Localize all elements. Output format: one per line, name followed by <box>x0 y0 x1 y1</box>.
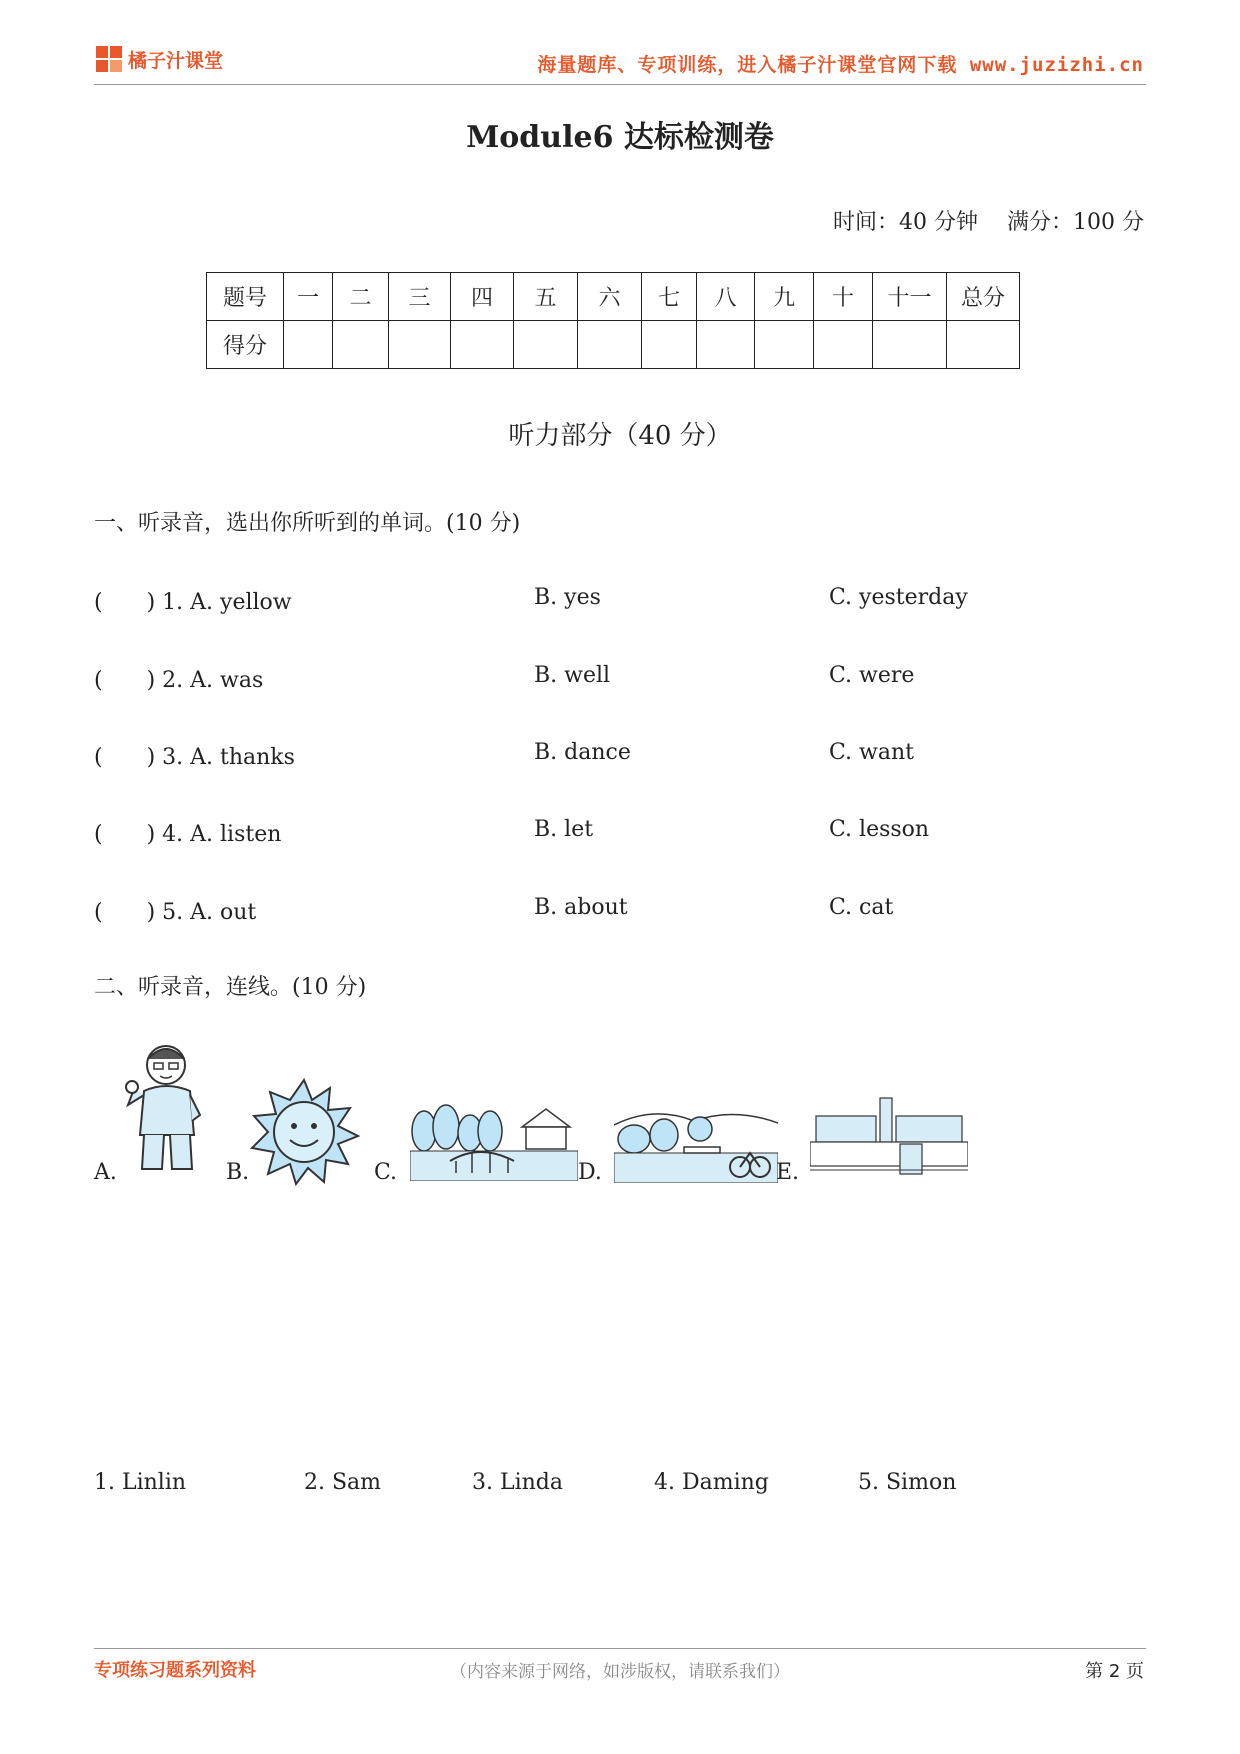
score-cell[interactable] <box>873 321 947 369</box>
score-table <box>206 272 1020 369</box>
table-cell: 五 <box>514 273 578 321</box>
name-item[interactable]: 3. Linda <box>472 1470 563 1495</box>
score-cell[interactable] <box>947 321 1020 369</box>
picture-label: D. <box>578 1160 602 1185</box>
village-bridge-icon <box>410 1103 578 1181</box>
option-a[interactable]: ( ) 4. A. listen <box>94 822 282 847</box>
option-a[interactable]: ( ) 3. A. thanks <box>94 745 295 770</box>
name-item[interactable]: 2. Sam <box>304 1470 382 1495</box>
footer-divider <box>94 1648 1146 1649</box>
question-row <box>94 663 1146 693</box>
table-cell: 八 <box>697 273 755 321</box>
option-c[interactable]: C. cat <box>829 895 894 920</box>
logo-icon <box>96 46 122 72</box>
option-b[interactable]: B. yes <box>534 585 601 610</box>
score-cell[interactable] <box>814 321 873 369</box>
table-cell: 题号 <box>207 273 284 321</box>
question-row <box>94 817 1146 847</box>
question-row <box>94 740 1146 770</box>
score-cell[interactable] <box>284 321 333 369</box>
header-slogan: 海量题库、专项训练，进入橘子汁课堂官网下载 www.juzizhi.cn <box>537 54 1144 76</box>
table-cell: 三 <box>389 273 451 321</box>
table-cell: 六 <box>578 273 642 321</box>
score-cell[interactable] <box>697 321 755 369</box>
option-b[interactable]: B. dance <box>534 740 631 765</box>
brand-name: 橘子汁课堂 <box>128 50 224 72</box>
score-table-score-row <box>207 321 1020 369</box>
picture-label: B. <box>226 1160 250 1185</box>
picture-label: E. <box>776 1160 800 1185</box>
option-c[interactable]: C. want <box>829 740 914 765</box>
picture-label: A. <box>94 1160 117 1185</box>
option-c[interactable]: C. were <box>829 663 915 688</box>
option-c[interactable]: C. yesterday <box>829 585 968 610</box>
score-cell[interactable] <box>333 321 389 369</box>
header-divider <box>94 84 1146 85</box>
score-cell[interactable] <box>389 321 451 369</box>
picture-label: C. <box>374 1160 398 1185</box>
question-row <box>94 895 1146 925</box>
man-icon <box>118 1043 208 1178</box>
option-a[interactable]: ( ) 5. A. out <box>94 900 257 925</box>
score-cell[interactable] <box>578 321 642 369</box>
footer-series: 专项练习题系列资料 <box>94 1660 256 1681</box>
exam-meta: 时间：40 分钟 满分：100 分 <box>833 210 1144 235</box>
name-item[interactable]: 1. Linlin <box>94 1470 187 1495</box>
school-icon <box>810 1092 968 1180</box>
table-cell: 十 <box>814 273 873 321</box>
option-a[interactable]: ( ) 2. A. was <box>94 668 264 693</box>
score-cell[interactable] <box>642 321 697 369</box>
option-b[interactable]: B. about <box>534 895 628 920</box>
table-cell: 九 <box>755 273 814 321</box>
park-icon <box>614 1105 778 1183</box>
name-item[interactable]: 5. Simon <box>858 1470 957 1495</box>
question-row <box>94 585 1146 615</box>
section-heading: 听力部分（40 分） <box>508 421 732 451</box>
question-2-title: 二、听录音，连线。(10 分) <box>94 975 367 1000</box>
table-cell: 得分 <box>207 321 284 369</box>
option-b[interactable]: B. let <box>534 817 594 842</box>
table-cell: 总分 <box>947 273 1020 321</box>
option-c[interactable]: C. lesson <box>829 817 930 842</box>
table-cell: 二 <box>333 273 389 321</box>
page-number: 第 2 页 <box>1085 1661 1144 1682</box>
score-table-header-row <box>207 273 1020 321</box>
page-title: Module6 达标检测卷 <box>466 120 774 155</box>
name-item[interactable]: 4. Daming <box>654 1470 769 1495</box>
score-cell[interactable] <box>451 321 514 369</box>
table-cell: 十一 <box>873 273 947 321</box>
option-b[interactable]: B. well <box>534 663 611 688</box>
table-cell: 七 <box>642 273 697 321</box>
option-a[interactable]: ( ) 1. A. yellow <box>94 590 292 615</box>
sun-icon <box>248 1078 360 1186</box>
score-cell[interactable] <box>514 321 578 369</box>
score-cell[interactable] <box>755 321 814 369</box>
table-cell: 一 <box>284 273 333 321</box>
question-1-title: 一、听录音，选出你所听到的单词。(10 分) <box>94 511 521 536</box>
table-cell: 四 <box>451 273 514 321</box>
footer-copyright: （内容来源于网络，如涉版权，请联系我们） <box>450 1662 790 1682</box>
